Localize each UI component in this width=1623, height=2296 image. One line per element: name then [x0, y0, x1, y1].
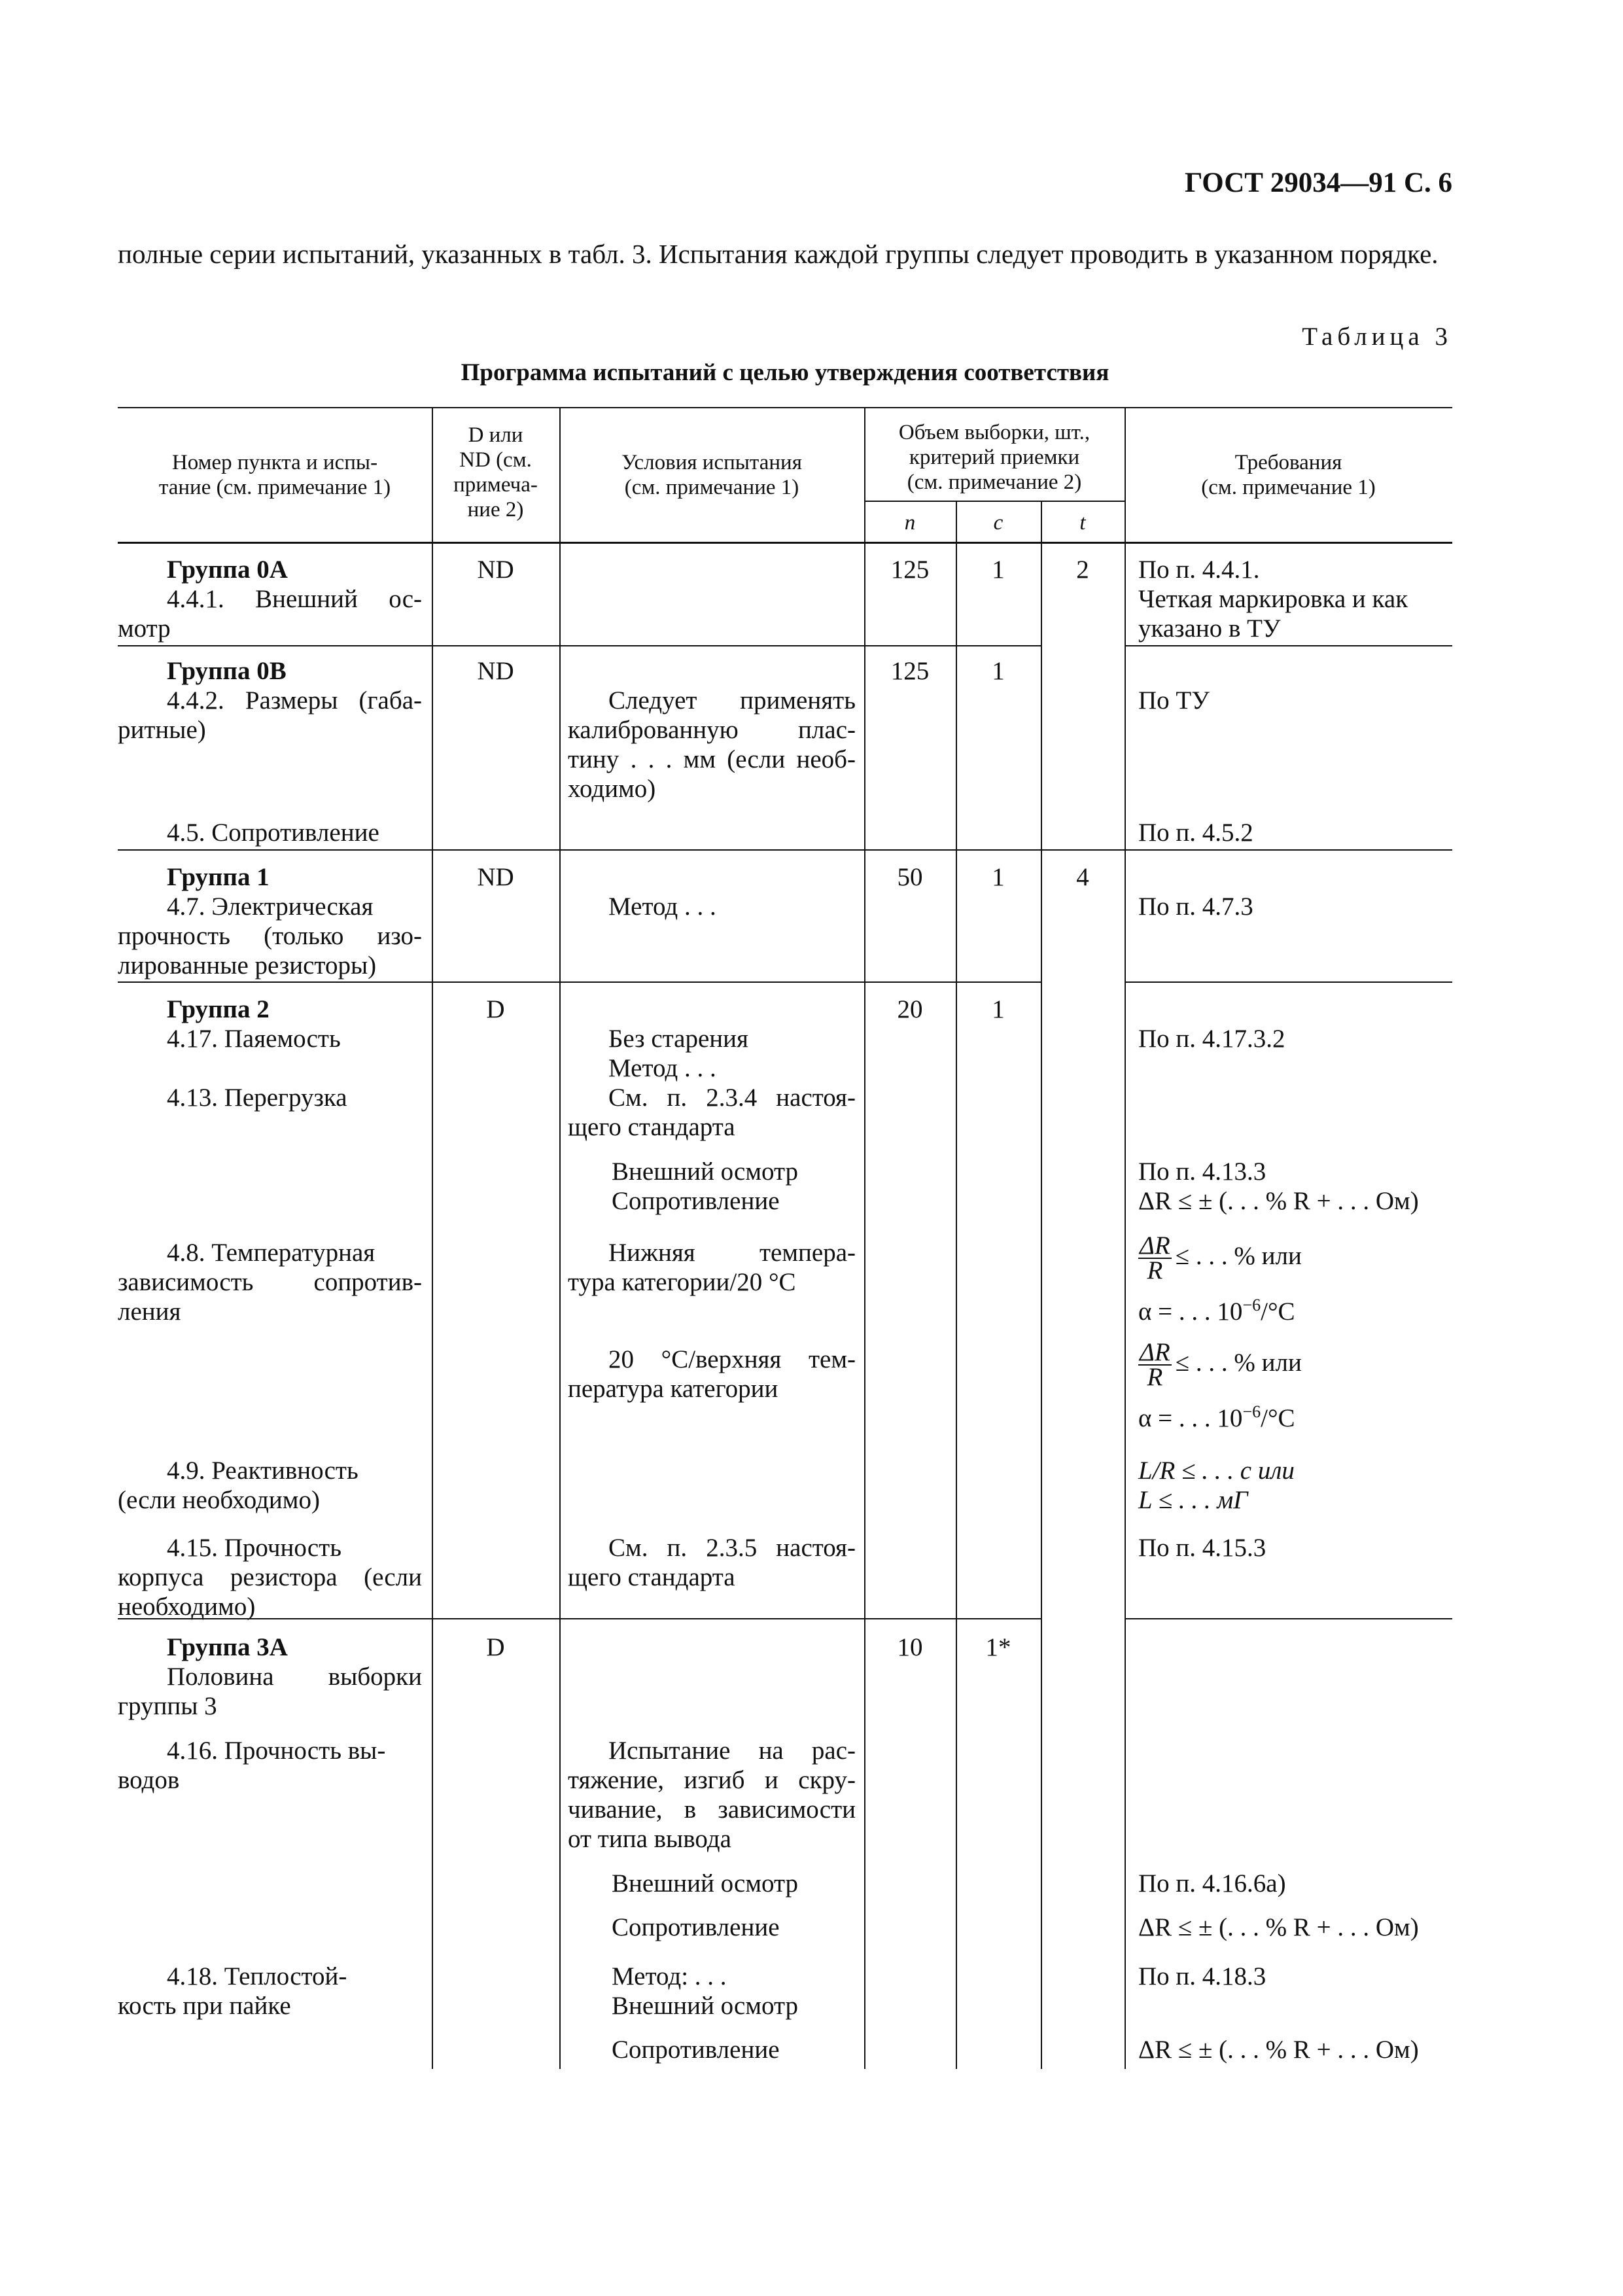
n-value: 125	[890, 556, 930, 584]
row-rule-0a-left	[118, 645, 1041, 646]
header-item: Номер пункта и испы- тание (см. примечание 1)	[158, 451, 391, 499]
item-text: необходимо)	[118, 1593, 256, 1621]
table-top-rule	[118, 407, 1452, 408]
group-title: Группа 0В	[167, 657, 287, 685]
group-title: Группа 2	[167, 995, 270, 1023]
item-text: лированные резисторы)	[118, 951, 377, 980]
c-value: 1	[992, 657, 1005, 685]
item-text: 4.7. Электрическая	[167, 892, 374, 921]
condition-text: См. п. 2.3.4 настоя-	[608, 1084, 856, 1112]
condition-text: щего стандарта	[568, 1113, 735, 1141]
requirement-text: По п. 4.15.3	[1138, 1534, 1266, 1562]
header-requirements: Требования (см. примечание 1)	[1201, 451, 1376, 499]
page-header: ГОСТ 29034—91 С. 6	[1184, 168, 1452, 198]
condition-text: ходимо)	[568, 775, 656, 803]
item-text: водов	[118, 1766, 180, 1794]
requirement-formula: ΔR ≤ ± (. . . % R + . . . Ом)	[1138, 2036, 1419, 2064]
n-value: 125	[890, 657, 930, 685]
table-title: Программа испытаний с целью утверждения соответствия	[461, 359, 1109, 386]
condition-text: калиброванную плас-	[568, 716, 856, 744]
condition-text: Внешний осмотр	[612, 1157, 799, 1186]
item-text: ления	[118, 1298, 181, 1326]
condition-text: Метод . . .	[608, 1054, 716, 1082]
c-value: 1*	[985, 1633, 1011, 1661]
t-value: 2	[1076, 556, 1089, 584]
col-line-6	[1125, 407, 1126, 2069]
requirement-fraction: $\frac{\Delta R}{R}$ ≤ . . . % или	[1140, 1338, 1302, 1392]
item-text: 4.8. Температурная	[167, 1239, 375, 1267]
item-text: зависимость сопротив-	[118, 1268, 422, 1296]
header-bottom-rule	[118, 542, 1452, 544]
row-rule-g1-left	[118, 981, 1041, 983]
t-value: 4	[1076, 863, 1089, 891]
requirement-text: По п. 4.7.3	[1138, 892, 1253, 921]
condition-text: Следует применять	[608, 686, 856, 715]
dnd-value: D	[486, 1633, 505, 1661]
item-text: мотр	[118, 614, 171, 643]
dnd-value: ND	[477, 863, 514, 891]
col-line-4	[956, 501, 957, 2069]
requirement-text: По ТУ	[1138, 686, 1210, 715]
item-text: 4.4.1. Внешний ос-	[167, 585, 422, 613]
dnd-value: ND	[477, 556, 514, 584]
condition-text: Сопротивление	[612, 2036, 780, 2064]
condition-text: Нижняя темпера-	[608, 1239, 856, 1267]
requirement-text: По п. 4.13.3	[1138, 1157, 1266, 1186]
item-text: ритные)	[118, 716, 206, 744]
header-t: t	[1079, 511, 1086, 535]
condition-text: тяжение, изгиб и скру-	[568, 1766, 856, 1794]
requirement-formula: ΔR ≤ ± (. . . % R + . . . Ом)	[1138, 1187, 1419, 1215]
condition-text: Без старения	[608, 1025, 748, 1053]
item-text: 4.5. Сопротивление	[167, 819, 379, 847]
row-rule-0a-right	[1125, 645, 1452, 646]
condition-text: от типа вывода	[568, 1825, 731, 1853]
group-title: Группа 1	[167, 863, 270, 891]
condition-text: Сопротивление	[612, 1913, 780, 1941]
n-value: 20	[897, 995, 923, 1023]
condition-text: См. п. 2.3.5 настоя-	[608, 1534, 856, 1562]
table-number: Таблица 3	[1302, 323, 1452, 351]
condition-text: Испытание на рас-	[608, 1737, 856, 1765]
requirement-text: По п. 4.4.1.	[1138, 556, 1260, 584]
condition-text: Внешний осмотр	[612, 1992, 799, 2020]
condition-text: тура категории/20 °С	[568, 1268, 796, 1296]
item-text: 4.16. Прочность вы-	[167, 1737, 386, 1765]
item-text: кость при пайке	[118, 1992, 291, 2020]
sample-subheader-rule	[864, 501, 1125, 502]
row-rule-0b	[118, 849, 1452, 851]
item-text: 4.9. Реактивность	[167, 1457, 358, 1485]
item-text: прочность (только изо-	[118, 922, 422, 950]
requirement-text: По п. 4.18.3	[1138, 1962, 1266, 1990]
requirement-text: По п. 4.5.2	[1138, 819, 1253, 847]
n-value: 10	[897, 1633, 923, 1661]
requirement-fraction: $\frac{\Delta R}{R}$ ≤ . . . % или	[1140, 1231, 1302, 1285]
condition-text: 20 °С/верхняя тем-	[608, 1345, 856, 1373]
condition-text: Метод: . . .	[612, 1962, 727, 1990]
requirement-text: указано в ТУ	[1138, 614, 1281, 643]
header-sample: Объем выборки, шт., критерий приемки (см. примечание 2)	[898, 421, 1091, 494]
n-value: 50	[897, 863, 923, 891]
item-text: группы 3	[118, 1692, 217, 1720]
requirement-text: По п. 4.17.3.2	[1138, 1025, 1285, 1053]
condition-text: чивание, в зависимости	[568, 1795, 856, 1824]
condition-text: щего стандарта	[568, 1563, 735, 1591]
dnd-value: ND	[477, 657, 514, 685]
row-rule-g2-right	[1125, 1618, 1452, 1619]
col-line-2	[559, 407, 561, 2069]
condition-text: тину . . . мм (если необ-	[568, 745, 856, 773]
fraction: $\frac{\Delta R}{R}$	[1140, 1231, 1170, 1285]
header-c: c	[993, 511, 1003, 535]
item-text: 4.17. Паяемость	[167, 1025, 341, 1053]
condition-text: Сопротивление	[612, 1187, 780, 1215]
item-text: 4.15. Прочность	[167, 1534, 342, 1562]
row-rule-g1-right	[1125, 981, 1452, 983]
c-value: 1	[992, 995, 1005, 1023]
condition-text: Метод . . .	[608, 892, 716, 921]
item-text: корпуса резистора (если	[118, 1563, 422, 1591]
group-title: Группа 3А	[167, 1633, 288, 1661]
requirement-formula: L/R ≤ . . . с или	[1138, 1457, 1295, 1485]
dnd-value: D	[486, 995, 505, 1023]
fraction: $\frac{\Delta R}{R}$	[1140, 1338, 1170, 1392]
requirement-formula: ΔR ≤ ± (. . . % R + . . . Ом)	[1138, 1913, 1419, 1941]
requirement-formula: L ≤ . . . мГ	[1138, 1486, 1248, 1514]
item-text: 4.18. Теплостой-	[167, 1962, 347, 1990]
col-line-5	[1041, 501, 1042, 2069]
item-text: Половина выборки	[167, 1663, 422, 1691]
c-value: 1	[992, 556, 1005, 584]
condition-text: пература категории	[568, 1375, 778, 1403]
item-text: 4.4.2. Размеры (габа-	[167, 686, 422, 715]
requirement-text: Четкая маркировка и как	[1138, 585, 1408, 613]
c-value: 1	[992, 863, 1005, 891]
header-n: n	[904, 511, 916, 535]
condition-text: Внешний осмотр	[612, 1869, 799, 1898]
header-conditions: Условия испытания (см. примечание 1)	[621, 451, 802, 499]
item-text: 4.13. Перегрузка	[167, 1084, 347, 1112]
item-text: (если необходимо)	[118, 1486, 320, 1514]
requirement-text: По п. 4.16.6а)	[1138, 1869, 1286, 1898]
requirement-formula: α = . . . $10^{-6}/^\circ С$	[1138, 1402, 1295, 1432]
row-rule-g2-left	[118, 1618, 1041, 1619]
group-title: Группа 0А	[167, 556, 288, 584]
header-dnd: D или ND (см. примеча- ние 2)	[453, 423, 538, 521]
requirement-formula: α = . . . $10^{-6}/^\circ С$	[1138, 1296, 1295, 1326]
intro-paragraph: полные серии испытаний, указанных в табл. 3. Испытания каждой группы следует проводить в указанном порядке.	[118, 239, 1439, 269]
